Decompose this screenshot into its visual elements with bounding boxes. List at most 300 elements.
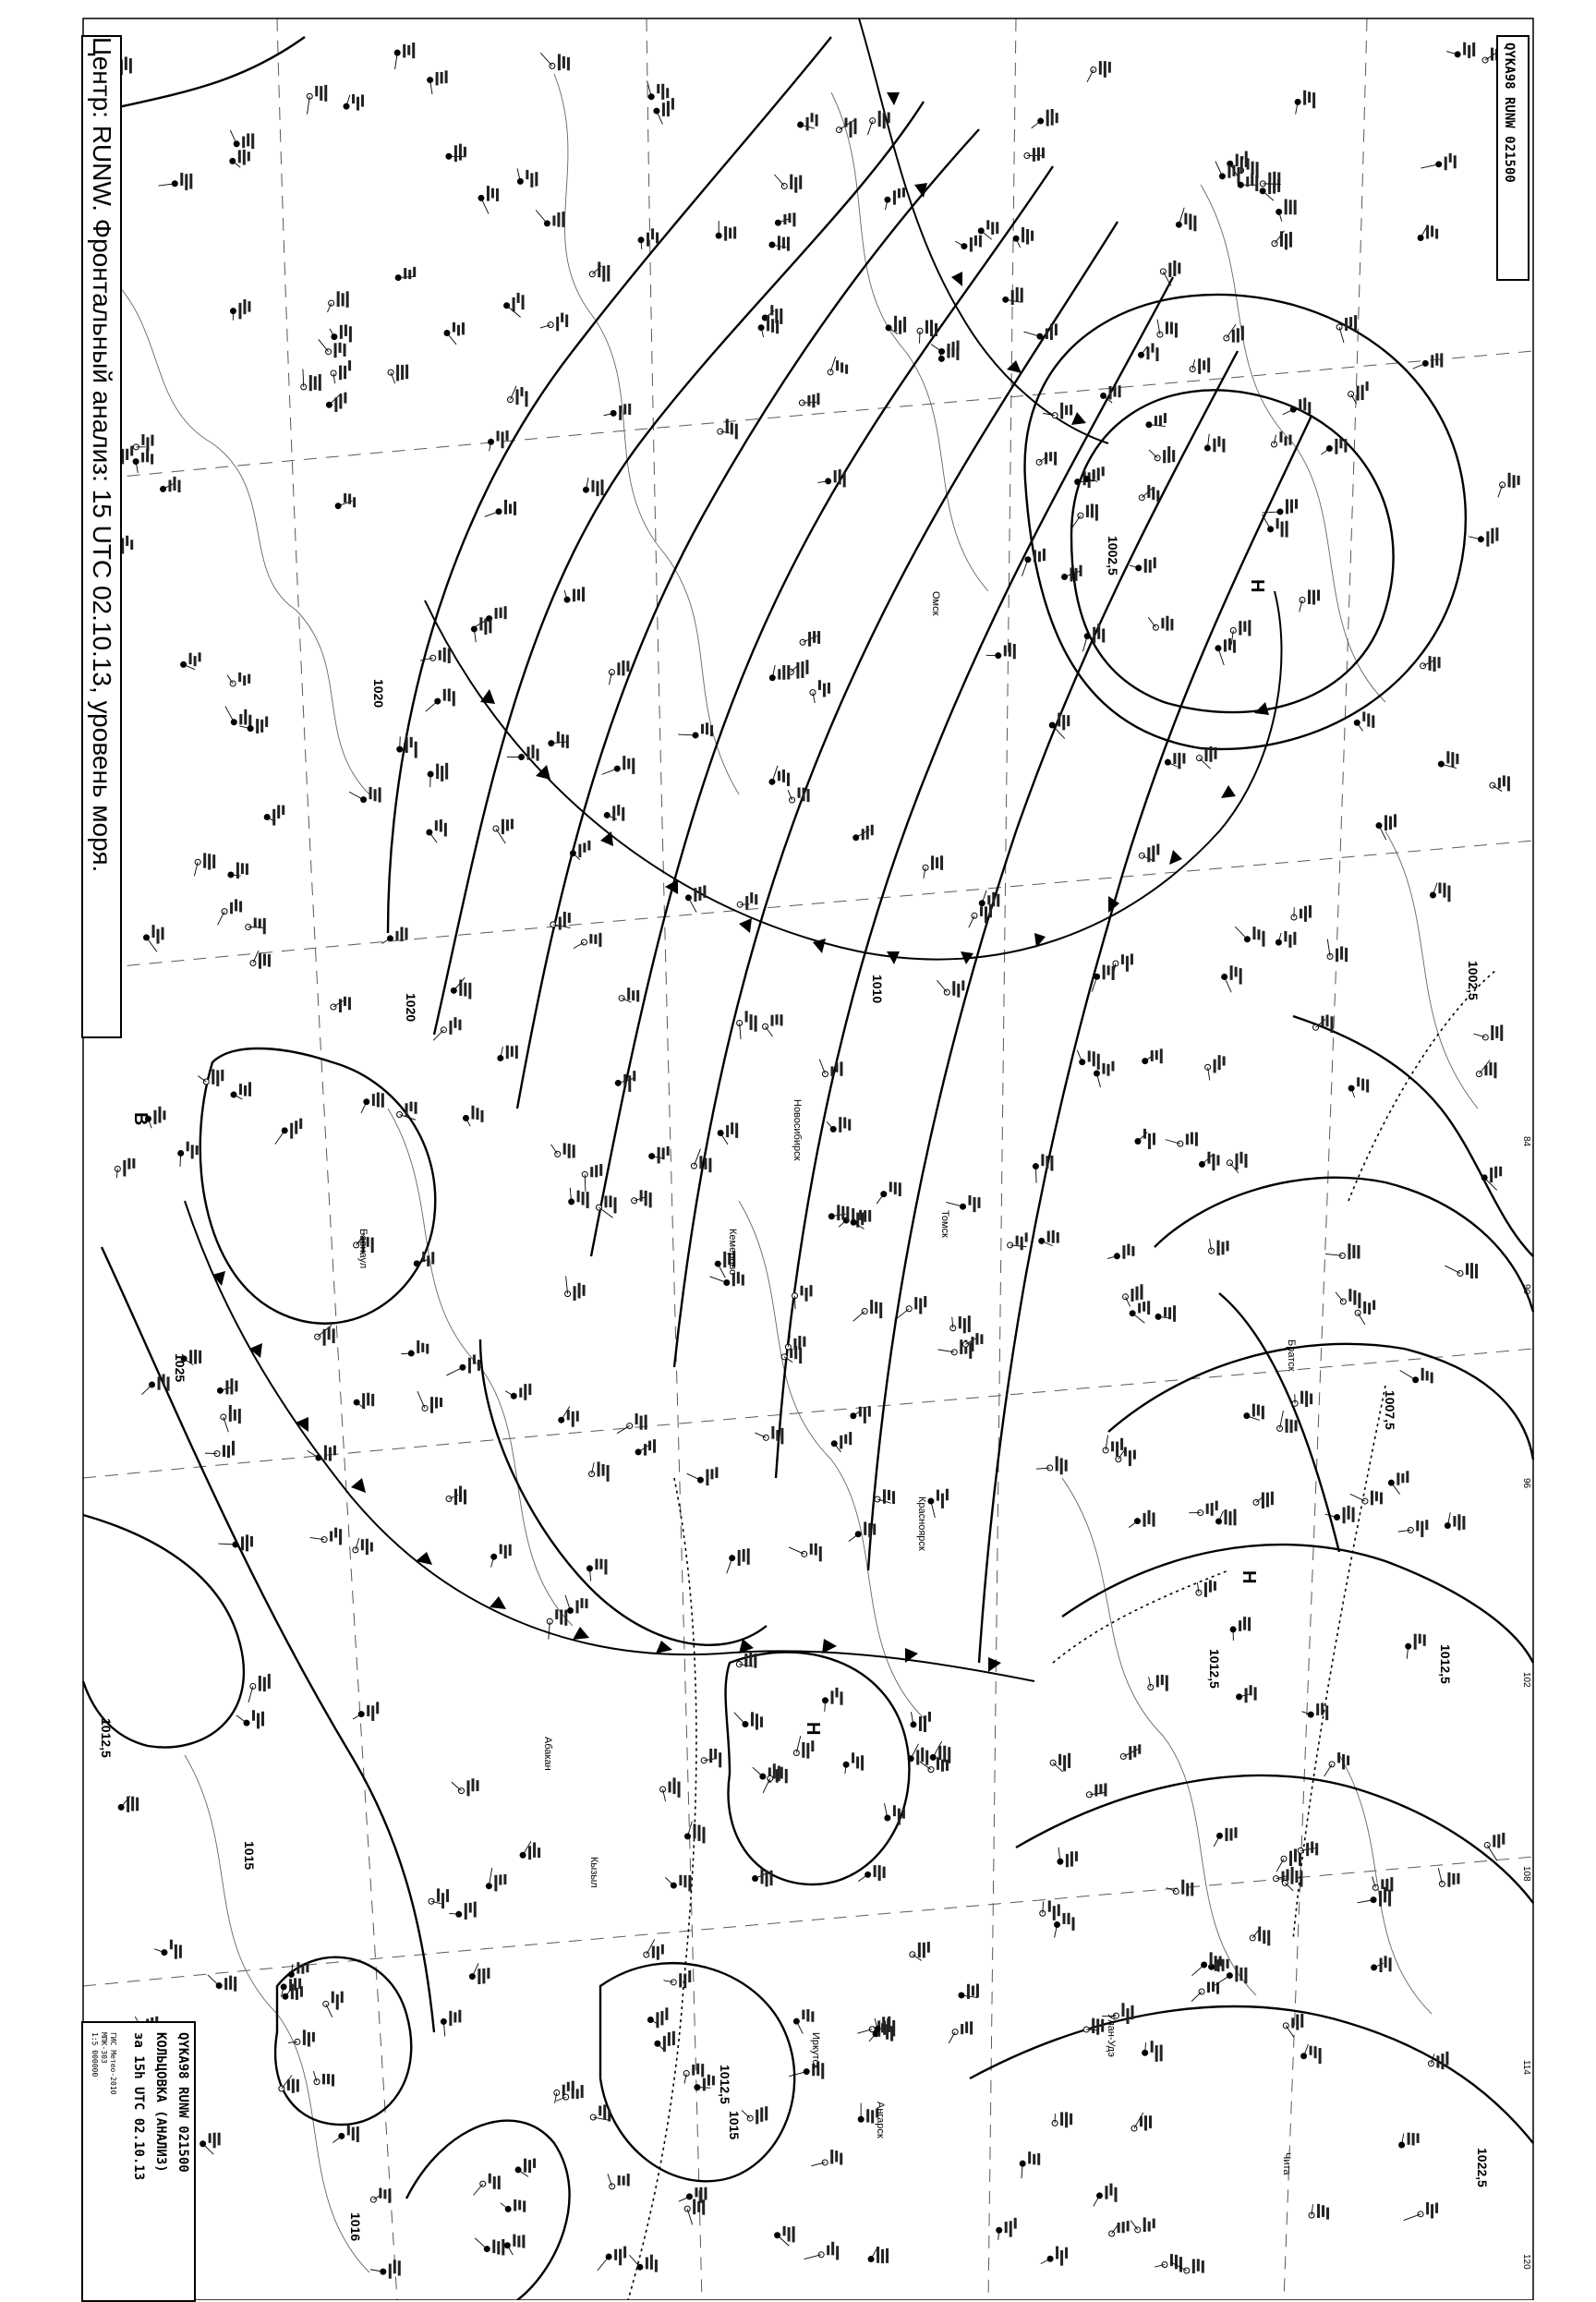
isobar	[726, 1653, 910, 1884]
isobar	[776, 277, 1173, 1478]
station-model-glyph	[1350, 1491, 1383, 1506]
station-model-glyph	[654, 98, 674, 124]
station-model-glyph	[949, 2021, 973, 2043]
station-model-glyph	[1138, 343, 1158, 361]
station-model-glyph	[604, 404, 632, 420]
station-model-glyph	[505, 1384, 531, 1400]
station-model-glyph	[504, 293, 525, 317]
station-model-glyph	[1438, 1868, 1459, 1886]
station-model-glyph	[1474, 1024, 1504, 1040]
isobar	[480, 1339, 767, 1645]
station-model-glyph	[208, 1975, 236, 1992]
station-model-glyph	[301, 370, 321, 392]
station-model-glyph	[774, 175, 802, 193]
station-model-glyph	[556, 2085, 584, 2101]
station-model-glyph	[200, 2133, 221, 2154]
station-model-glyph	[1276, 200, 1297, 222]
station-name: Братск	[1286, 1339, 1297, 1372]
station-model-glyph	[836, 117, 856, 137]
isobar-value-label: 1002,5	[1466, 961, 1481, 1000]
station-model-glyph	[663, 1970, 691, 1988]
station-model-glyph	[660, 1777, 681, 1801]
station-model-glyph	[1300, 589, 1320, 612]
station-model-glyph	[908, 1744, 928, 1765]
station-model-glyph	[1032, 109, 1058, 128]
station-model-glyph	[228, 862, 248, 878]
station-model-glyph	[1155, 1305, 1176, 1322]
station-model-glyph	[475, 2238, 504, 2255]
station-name: Красноярск	[916, 1496, 927, 1551]
station-model-glyph	[695, 2075, 715, 2091]
station-name: Новосибирск	[792, 1099, 803, 1161]
station-model-glyph	[493, 818, 514, 843]
station-model-glyph	[310, 1528, 342, 1545]
station-model-glyph	[875, 1489, 895, 1504]
occluded-fronts	[628, 970, 1496, 2300]
station-model-glyph	[1130, 1301, 1150, 1323]
station-model-glyph	[1139, 844, 1159, 863]
station-model-glyph	[491, 1545, 512, 1568]
station-model-glyph	[644, 1939, 664, 1959]
isobar-value-label: 1012,5	[1438, 1644, 1453, 1684]
station-model-glyph	[426, 688, 455, 711]
grid-value-label: 84	[1521, 1136, 1531, 1147]
station-model-glyph	[1406, 1634, 1426, 1659]
station-model-glyph	[1230, 1617, 1251, 1641]
station-model-glyph	[1276, 931, 1296, 948]
station-model-glyph	[246, 918, 266, 935]
station-model-glyph	[1291, 905, 1312, 922]
map-title: Центр: RUNW. Фронтальный анализ: 15 UTC 02.10.13, уровень моря.	[85, 37, 118, 1033]
station-model-glyph	[354, 1393, 374, 1409]
station-model-glyph	[1215, 638, 1236, 665]
station-model-glyph	[520, 1841, 540, 1860]
station-model-glyph	[1388, 1471, 1409, 1494]
isobar	[434, 102, 924, 1035]
station-model-glyph	[763, 1014, 783, 1036]
station-model-glyph	[635, 1439, 656, 1456]
station-model-glyph	[716, 221, 736, 241]
station-model-glyph	[737, 1011, 757, 1039]
isobar-value-label: 1012,5	[1207, 1649, 1222, 1689]
station-model-glyph	[1204, 434, 1225, 453]
station-model-glyph	[598, 2247, 626, 2271]
info-code: QYKA98 RUNW 021500	[175, 2032, 190, 2173]
station-model-glyph	[361, 1092, 384, 1112]
station-model-glyph	[550, 912, 571, 930]
station-model-glyph	[536, 210, 564, 227]
station-name: Иркутск	[810, 2032, 821, 2069]
header-code: QYKA98 RUNW 021500	[1502, 42, 1517, 183]
station-model-glyph	[118, 1796, 139, 1812]
station-model-glyph	[429, 1888, 449, 1908]
station-model-glyph	[1253, 1492, 1274, 1508]
station-model-glyph	[446, 1486, 466, 1506]
station-model-glyph	[959, 1983, 979, 1998]
station-model-glyph	[1058, 1848, 1078, 1867]
station-model-glyph	[1438, 751, 1458, 768]
station-model-glyph	[608, 2174, 630, 2189]
station-model-glyph	[142, 1374, 170, 1394]
geography-lines	[111, 74, 1478, 2272]
station-model-glyph	[335, 493, 356, 509]
station-model-glyph	[1008, 1232, 1028, 1250]
station-model-glyph	[181, 652, 201, 669]
station-model-glyph	[449, 1902, 476, 1920]
station-model-glyph	[1112, 953, 1133, 979]
station-model-glyph	[1130, 557, 1156, 573]
station-model-glyph	[225, 707, 251, 731]
station-model-glyph	[1498, 473, 1520, 498]
station-model-glyph	[775, 212, 795, 226]
station-model-glyph	[1336, 1289, 1360, 1308]
isobar	[979, 416, 1312, 1663]
station-model-glyph	[769, 236, 790, 250]
station-model-glyph	[559, 1407, 579, 1427]
station-model-glyph	[769, 766, 790, 786]
station-name: Чита	[1281, 2152, 1292, 2175]
station-model-glyph	[1348, 382, 1369, 404]
station-model-glyph	[1083, 2018, 1104, 2035]
station-model-glyph	[1283, 398, 1312, 415]
station-model-glyph	[517, 168, 538, 187]
station-model-glyph	[1298, 1841, 1318, 1856]
station-model-glyph	[1129, 1510, 1155, 1528]
station-model-glyph	[540, 53, 570, 70]
station-model-glyph	[683, 2064, 704, 2084]
station-model-glyph	[236, 1710, 264, 1728]
isobar-value-label: 1015	[727, 2111, 742, 2139]
station-model-glyph	[144, 925, 164, 951]
info-credit-2: МПК-303	[100, 2032, 108, 2064]
station-model-glyph	[414, 1252, 434, 1266]
station-model-glyph	[811, 2150, 842, 2166]
station-model-glyph	[917, 320, 937, 343]
isobar-labels	[99, 536, 1490, 2241]
station-model-glyph	[1209, 1239, 1229, 1255]
station-model-glyph	[230, 299, 250, 321]
station-model-glyph	[1250, 1927, 1270, 1946]
station-model-glyph	[331, 360, 351, 383]
station-model-glyph	[1277, 1411, 1298, 1433]
station-model-glyph	[1295, 91, 1315, 115]
station-model-glyph	[718, 418, 738, 439]
station-model-glyph	[1445, 1512, 1465, 1530]
station-model-glyph	[397, 736, 417, 757]
station-model-glyph	[1292, 1391, 1312, 1407]
station-model-glyph	[1354, 711, 1374, 731]
title-box	[81, 35, 122, 1038]
station-name: Кемерово	[727, 1229, 738, 1275]
station-model-glyph	[218, 899, 243, 925]
station-model-glyph	[1196, 1580, 1216, 1596]
station-model-glyph	[1235, 927, 1264, 947]
station-model-glyph	[441, 2010, 461, 2037]
isobar-value-label: 1020	[404, 993, 418, 1022]
station-model-glyph	[734, 1712, 763, 1729]
station-model-glyph	[1276, 1848, 1301, 1872]
station-model-glyph	[485, 500, 516, 516]
station-model-glyph	[1430, 882, 1450, 902]
station-model-glyph	[570, 841, 590, 860]
station-model-glyph	[1013, 227, 1034, 248]
isobar-value-label: 1002,5	[1106, 536, 1120, 576]
isobar	[406, 2121, 570, 2300]
station-model-glyph	[946, 1195, 980, 1212]
station-model-glyph	[507, 386, 527, 407]
station-model-glyph	[551, 1143, 575, 1157]
station-model-glyph	[1103, 1436, 1123, 1457]
station-model-glyph	[1445, 1263, 1478, 1278]
grid-labels	[1512, 37, 1531, 2270]
station-model-glyph	[1036, 452, 1057, 466]
station-model-glyph	[582, 1164, 602, 1192]
graticule	[83, 18, 1533, 2300]
isobar	[102, 1247, 434, 2032]
station-model-glyph	[877, 1181, 901, 1204]
station-model-glyph	[446, 1354, 480, 1375]
station-model-glyph	[1167, 1880, 1193, 1896]
station-model-glyph	[1148, 1675, 1168, 1691]
station-model-glyph	[1143, 2041, 1163, 2062]
station-model-glyph	[923, 855, 943, 878]
station-model-glyph	[574, 933, 601, 949]
station-model-glyph	[1041, 2247, 1068, 2266]
station-model-glyph	[885, 188, 905, 210]
station-model-glyph	[1205, 1055, 1226, 1080]
station-model-glyph	[501, 2199, 526, 2212]
station-model-glyph	[1039, 1230, 1059, 1246]
station-model-glyph	[328, 291, 349, 312]
station-model-glyph	[1398, 1520, 1429, 1537]
station-model-glyph	[800, 631, 820, 647]
grid-value-label: 96	[1521, 1478, 1531, 1489]
isobar-value-label: 1010	[870, 975, 885, 1003]
isobar	[1293, 1016, 1533, 1256]
info-box	[81, 2021, 196, 2302]
station-model-glyph	[1404, 2202, 1438, 2221]
station-model-glyph	[1143, 1048, 1163, 1063]
station-model-glyph	[250, 951, 271, 969]
station-model-glyph	[504, 2235, 525, 2255]
isobar	[591, 166, 1053, 1256]
station-model-glyph	[1283, 2014, 1303, 2037]
station-model-glyph	[401, 1340, 429, 1356]
station-model-glyph	[319, 339, 346, 357]
isobar	[1016, 1775, 1533, 1903]
station-model-glyph	[489, 430, 509, 451]
station-model-glyph	[1490, 775, 1510, 791]
station-model-glyph	[886, 316, 906, 334]
station-model-glyph	[248, 1674, 271, 1702]
station-name: Абакан	[542, 1737, 553, 1771]
isobar-value-label: 1016	[348, 2212, 363, 2241]
station-model-glyph	[452, 1778, 479, 1796]
station-model-glyph	[315, 1326, 335, 1346]
station-model-glyph	[275, 1119, 302, 1145]
isobar-low	[1025, 295, 1466, 749]
cold-fronts	[185, 18, 1282, 1681]
station-model-glyph	[632, 1190, 652, 1207]
high-center-label: В	[130, 1112, 151, 1125]
isobar-value-label: 1012,5	[718, 2065, 732, 2104]
isobar	[102, 37, 305, 111]
station-model-glyph	[395, 267, 416, 281]
station-name: Барнаул	[357, 1229, 369, 1268]
grid-value-label: 102	[1521, 1672, 1531, 1688]
station-model-glyph	[1324, 1752, 1349, 1776]
station-model-glyph	[313, 2071, 334, 2086]
station-model-glyph	[221, 1405, 241, 1432]
station-model-glyph	[205, 1441, 235, 1458]
station-model-glyph	[986, 643, 1016, 660]
station-model-glyph	[1446, 42, 1475, 58]
station-model-glyph	[1309, 2204, 1329, 2220]
station-model-glyph	[928, 1489, 949, 1518]
station-model-glyph	[742, 2106, 768, 2124]
station-model-glyph	[217, 1378, 237, 1394]
station-model-glyph	[239, 717, 268, 734]
station-model-glyph	[619, 987, 639, 1002]
station-model-glyph	[868, 2247, 889, 2263]
station-model-glyph	[1199, 1152, 1219, 1170]
station-model-glyph	[684, 1822, 705, 1844]
station-model-glyph	[851, 1406, 871, 1424]
station-model-glyph	[843, 1752, 864, 1774]
station-model-glyph	[444, 322, 465, 345]
station-model-glyph	[1086, 1783, 1106, 1797]
station-model-glyph	[565, 1595, 588, 1614]
station-model-glyph	[602, 756, 635, 774]
station-model-glyph	[685, 885, 706, 912]
station-model-glyph	[1101, 385, 1121, 403]
station-model-glyph	[486, 1868, 506, 1891]
station-model-glyph	[799, 393, 819, 407]
station-model-glyph	[446, 144, 466, 163]
isobar-value-label: 1012,5	[99, 1718, 114, 1758]
station-model-glyph	[331, 997, 351, 1012]
station-model-glyph	[1165, 753, 1185, 769]
station-model-glyph	[178, 1142, 199, 1167]
station-model-glyph	[370, 2188, 391, 2203]
station-model-glyph	[1146, 413, 1167, 428]
grid-value-label: 114	[1521, 2060, 1531, 2075]
station-model-glyph	[937, 980, 964, 997]
station-model-glyph	[804, 2242, 840, 2260]
info-credit-3: 1:5 000000	[91, 2032, 99, 2077]
station-model-glyph	[1023, 323, 1057, 340]
station-model-glyph	[1050, 1753, 1070, 1772]
station-model-glyph	[789, 1544, 822, 1562]
station-model-glyph	[344, 94, 364, 111]
station-model-glyph	[451, 977, 471, 999]
station-model-glyph	[1214, 1827, 1237, 1847]
station-model-glyph	[279, 2075, 299, 2092]
station-model-glyph	[1190, 357, 1210, 374]
station-model-glyph	[819, 1060, 842, 1077]
station-model-glyph	[1372, 1956, 1392, 1972]
station-model-glyph	[264, 805, 284, 825]
station-model-glyph	[647, 2007, 668, 2028]
low-center-label: Н	[803, 1722, 823, 1735]
station-model-glyph	[1148, 616, 1173, 631]
header-tag	[1496, 35, 1530, 281]
station-model-glyph	[655, 2031, 675, 2052]
station-model-glyph	[737, 892, 757, 909]
station-model-glyph	[1227, 1152, 1247, 1173]
station-model-glyph	[428, 70, 448, 94]
station-model-glyph	[218, 1534, 253, 1551]
station-model-glyph	[810, 680, 830, 703]
low-center-label: Н	[1247, 579, 1267, 592]
station-model-glyph	[353, 1702, 379, 1721]
station-model-glyph	[727, 1548, 750, 1573]
isobar	[1108, 1344, 1533, 1460]
station-model-glyph	[133, 449, 153, 473]
station-model-glyph	[230, 150, 250, 167]
info-credit-1: ГИС Метео-2010	[109, 2032, 117, 2094]
station-model-glyph	[1130, 2217, 1155, 2232]
station-model-glyph	[158, 173, 192, 190]
station-name: Кызыл	[588, 1857, 599, 1888]
station-model-glyph	[718, 1122, 738, 1145]
isobar	[1155, 1178, 1533, 1312]
station-model-glyph	[1084, 466, 1105, 481]
station-model-glyph	[1421, 153, 1456, 170]
station-model-glyph	[678, 722, 713, 738]
station-model-glyph	[326, 393, 346, 412]
station-model-glyph	[1109, 2221, 1130, 2236]
station-model-glyph	[1149, 446, 1175, 463]
station-model-glyph	[515, 2159, 536, 2177]
station-model-glyph	[1301, 2044, 1322, 2064]
isobar	[1219, 1293, 1339, 1552]
isobar	[83, 1515, 244, 1748]
station-model-glyph	[665, 1875, 691, 1892]
isobar-value-label: 1007,5	[1383, 1390, 1397, 1430]
station-model-glyph	[1116, 1447, 1136, 1466]
station-model-glyph	[1036, 1456, 1068, 1474]
station-model-glyph	[507, 745, 539, 760]
station-model-glyph	[1087, 61, 1111, 82]
station-model-glyph	[647, 80, 670, 99]
station-model-glyph	[649, 1146, 670, 1163]
station-model-glyph	[1020, 2151, 1040, 2178]
station-model-glyph	[115, 1158, 135, 1179]
station-model-glyph	[827, 1117, 851, 1133]
isobar-value-label: 1020	[371, 679, 386, 708]
station-model-glyph	[1135, 1129, 1155, 1149]
station-model-glyph	[828, 357, 848, 375]
station-model-glyph	[231, 1082, 251, 1099]
station-model-glyph	[1476, 1060, 1496, 1079]
pressure-centers	[130, 579, 1267, 1735]
station-model-glyph	[133, 434, 153, 451]
station-model-glyph	[955, 236, 982, 252]
station-model-glyph	[1062, 565, 1082, 582]
station-model-glyph	[1176, 208, 1196, 231]
station-model-glyph	[1055, 1913, 1075, 1938]
station-model-glyph	[498, 1046, 518, 1061]
station-model-glyph	[1222, 965, 1242, 992]
cold-front-barbs	[212, 92, 1269, 1672]
station-model-glyph	[330, 324, 352, 342]
station-model-glyph	[154, 1940, 182, 1959]
isobar	[388, 37, 831, 933]
station-model-glyph	[775, 2226, 795, 2246]
isobar-value-label: 1022,5	[1475, 2148, 1490, 2187]
station-model-glyph	[629, 2255, 657, 2272]
